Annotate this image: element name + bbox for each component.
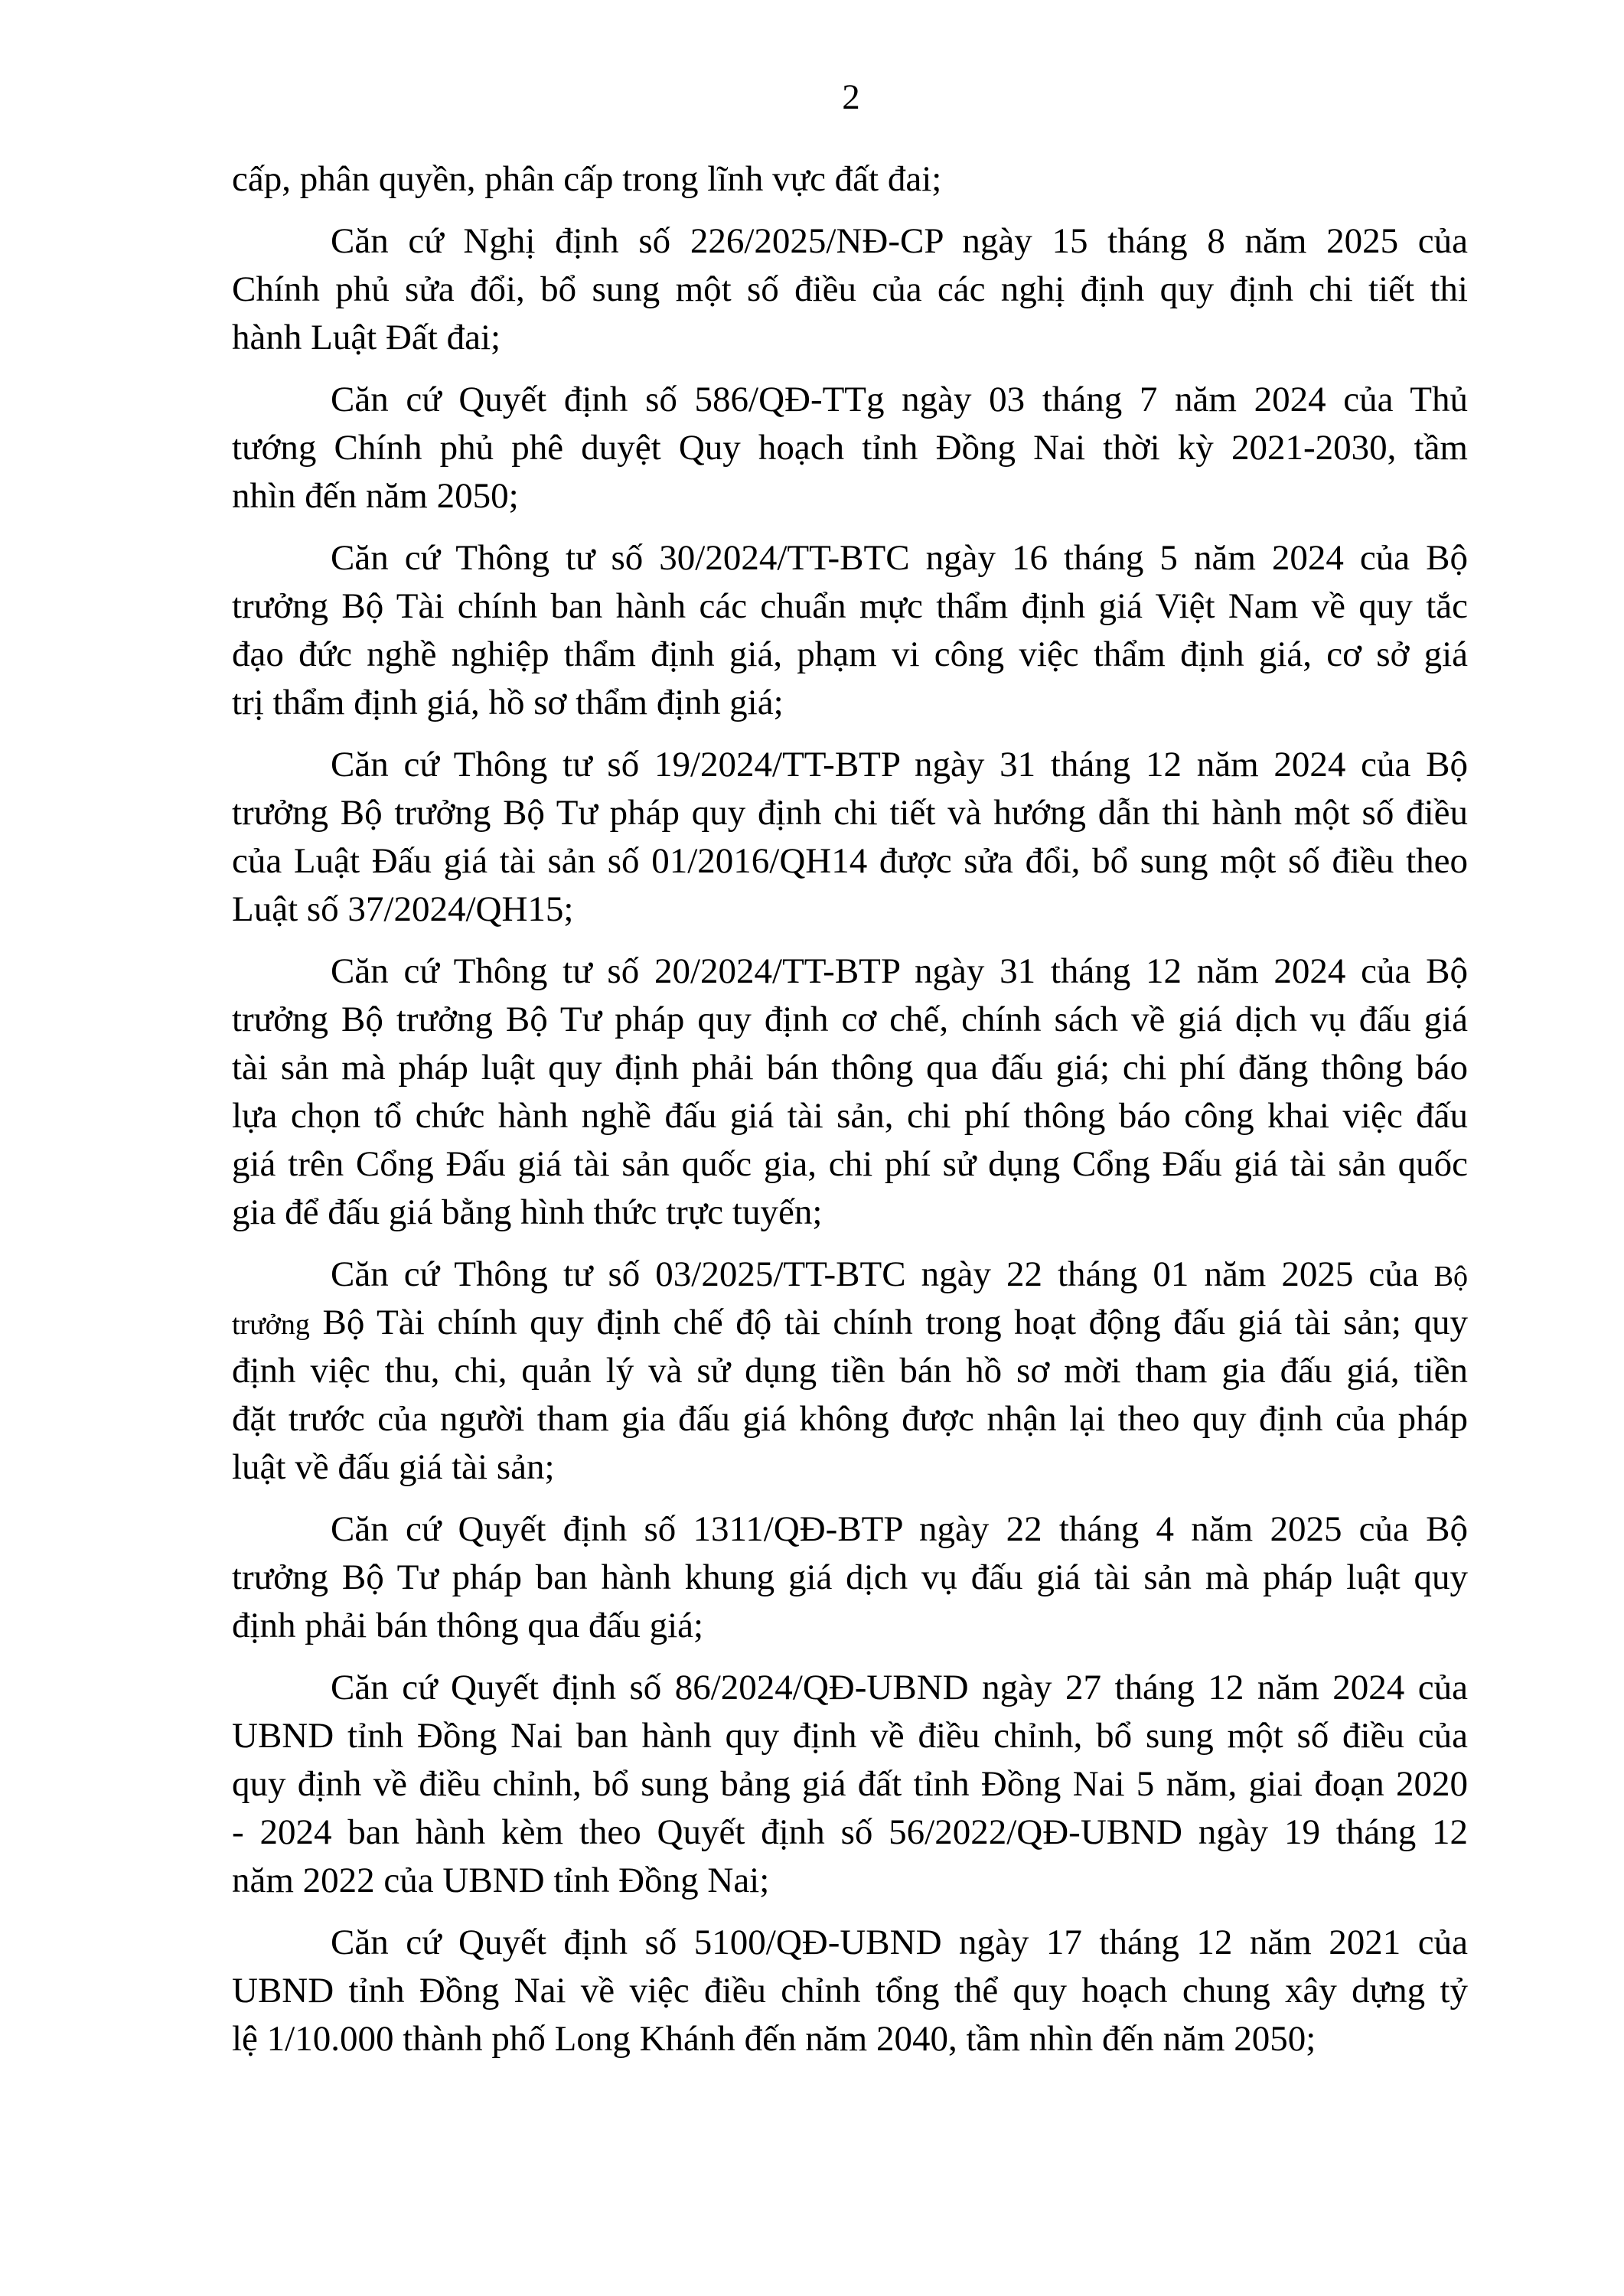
legal-basis-paragraph [232,534,1468,727]
text-line: Căn cứ Thông tư số 03/2025/TT-BTC ngày 22 tháng 01 năm 2025 của Bộ [331,1254,1468,1294]
text-line: Căn cứ Thông tư số 19/2024/TT-BTP ngày 31 tháng 12 năm 2024 của Bộ [331,745,1468,784]
text-line: định việc thu, chi, quản lý và sử dụng tiền bán hồ sơ mời tham gia đấu giá, tiền [232,1351,1468,1391]
text-line: quy định về điều chỉnh, bổ sung bảng giá đất tỉnh Đồng Nai 5 năm, giai đoạn 2020 [232,1764,1468,1804]
text-line: Căn cứ Quyết định số 5100/QĐ-UBND ngày 17 tháng 12 năm 2021 của [331,1923,1468,1962]
legal-basis-paragraph [232,1919,1468,2063]
text-line: luật về đấu giá tài sản; [232,1447,555,1487]
text-line: lựa chọn tổ chức hành nghề đấu giá tài sản, chi phí thông báo công khai việc đấu [232,1096,1468,1136]
text-line: UBND tỉnh Đồng Nai về việc điều chỉnh tổng thể quy hoạch chung xây dựng tỷ [232,1971,1468,2011]
legal-basis-paragraph [232,1505,1468,1650]
paragraph-continuation [232,155,1468,204]
text-line: trị thẩm định giá, hồ sơ thẩm định giá; [232,683,784,722]
text-line: UBND tỉnh Đồng Nai ban hành quy định về điều chỉnh, bổ sung một số điều của [232,1716,1468,1756]
text-line: trưởng Bộ trưởng Bộ Tư pháp quy định cơ chế, chính sách về giá dịch vụ đấu giá [232,1000,1468,1039]
legal-basis-paragraph [232,947,1468,1237]
text-line: Chính phủ sửa đổi, bổ sung một số điều của các nghị định quy định chi tiết thi [232,269,1468,309]
text-line: lệ 1/10.000 thành phố Long Khánh đến năm 2040, tầm nhìn đến năm 2050; [232,2019,1316,2059]
text-line: cấp, phân quyền, phân cấp trong lĩnh vực đất đai; [232,159,942,199]
text-line: tài sản mà pháp luật quy định phải bán thông qua đấu giá; chi phí đăng thông báo [232,1048,1468,1088]
legal-basis-paragraph [232,741,1468,934]
text-line: giá trên Cổng Đấu giá tài sản quốc gia, chi phí sử dụng Cổng Đấu giá tài sản quốc [232,1144,1468,1184]
small-word: trưởng [232,1309,310,1341]
text-line: trưởng Bộ Tài chính quy định chế độ tài chính trong hoạt động đấu giá tài sản; quy [232,1303,1468,1342]
legal-basis-paragraph [232,217,1468,362]
text-line: - 2024 ban hành kèm theo Quyết định số 56/2022/QĐ-UBND ngày 19 tháng 12 [232,1812,1468,1852]
legal-basis-paragraph [232,376,1468,520]
text-line: định phải bán thông qua đấu giá; [232,1606,704,1645]
text-line: Căn cứ Quyết định số 586/QĐ-TTg ngày 03 tháng 7 năm 2024 của Thủ [331,380,1468,419]
text-line: đặt trước của người tham gia đấu giá không được nhận lại theo quy định của pháp [232,1399,1468,1439]
text-line: tướng Chính phủ phê duyệt Quy hoạch tỉnh Đồng Nai thời kỳ 2021-2030, tầm [232,428,1468,468]
page-number: 2 [842,77,860,117]
text-line: Căn cứ Quyết định số 86/2024/QĐ-UBND ngày 27 tháng 12 năm 2024 của [331,1668,1468,1707]
text-line: đạo đức nghề nghiệp thẩm định giá, phạm vi công việc thẩm định giá, cơ sở giá [232,634,1468,674]
text-line: nhìn đến năm 2050; [232,476,519,516]
text-line: trưởng Bộ Tư pháp ban hành khung giá dịch vụ đấu giá tài sản mà pháp luật quy [232,1557,1468,1597]
legal-basis-paragraph [232,1664,1468,1905]
legal-basis-paragraph [232,1251,1468,1492]
text-line: Luật số 37/2024/QH15; [232,889,574,929]
text-line: Căn cứ Thông tư số 20/2024/TT-BTP ngày 31 tháng 12 năm 2024 của Bộ [331,951,1468,991]
text-line: hành Luật Đất đai; [232,318,501,357]
text-line: trưởng Bộ Tài chính ban hành các chuẩn mực thẩm định giá Việt Nam về quy tắc [232,586,1468,626]
text-line: Căn cứ Nghị định số 226/2025/NĐ-CP ngày 15 tháng 8 năm 2025 của [331,221,1468,261]
text-line: năm 2022 của UBND tỉnh Đồng Nai; [232,1861,770,1900]
document-body [232,155,1468,2063]
text-line: gia để đấu giá bằng hình thức trực tuyến; [232,1192,823,1232]
text-line: trưởng Bộ trưởng Bộ Tư pháp quy định chi tiết và hướng dẫn thi hành một số điều [232,793,1468,833]
text-line: Căn cứ Thông tư số 30/2024/TT-BTC ngày 16 tháng 5 năm 2024 của Bộ [331,538,1468,578]
text-line: của Luật Đấu giá tài sản số 01/2016/QH14 được sửa đổi, bổ sung một số điều theo [232,841,1468,881]
text-line: Căn cứ Quyết định số 1311/QĐ-BTP ngày 22 tháng 4 năm 2025 của Bộ [331,1509,1468,1549]
small-word: Bộ [1433,1261,1468,1293]
